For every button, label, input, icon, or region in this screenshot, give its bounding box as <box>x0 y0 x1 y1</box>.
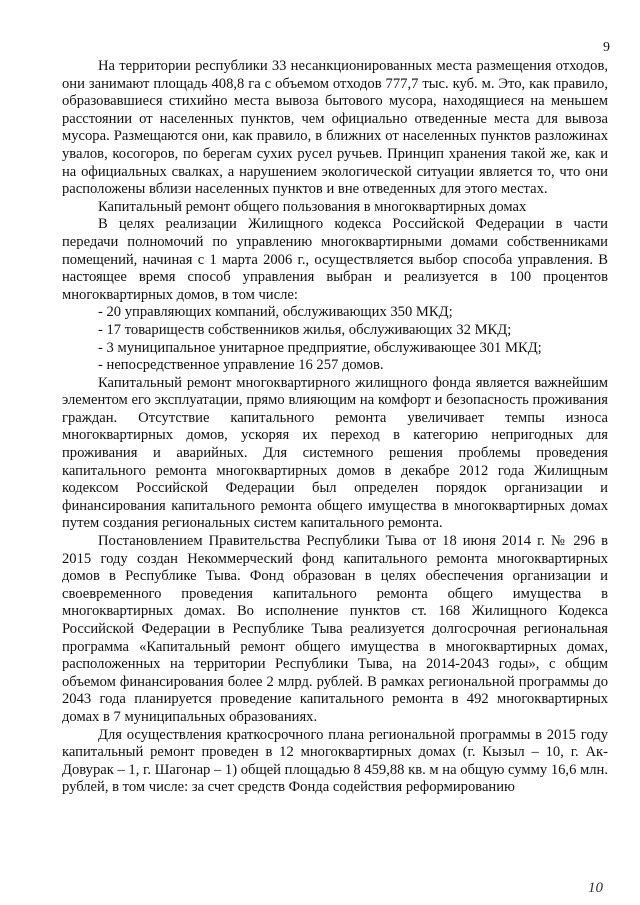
paragraph-unauthorized-dumps: На территории республики 33 несанкционированных места размещения отходов, они занимают площадь 408,8 га с объемом отходов 777,7 тыс. куб. м. Это, как правило, образовавшиеся стихийно места вывоза бытового мусора, находящиеся на меньшем расстоянии от населенных пунктов, чем официально отведенные места для вывоза мусора. Размещаются они, как правило, в ближних от населенных пунктов разложинах увалов, косогоров, по берегам сухих русел ручьев. Принцип хранения такой же, как и на официальных свалках, а нарушением экологической ситуации является то, что они расположены вблизи населенных пунктов и вне отведенных для этого местах. <box>62 58 608 198</box>
list-item: - 3 муниципальное унитарное предприятие, обслуживающее 301 МКД; <box>98 339 542 356</box>
list-item: - 17 товариществ собственников жилья, обслуживающих 32 МКД; <box>98 321 512 338</box>
list-item: - непосредственное управление 16 257 домов. <box>98 357 384 374</box>
document-body <box>62 58 608 797</box>
paragraph-short-term-plan: Для осуществления краткосрочного плана региональной программы в 2015 году капитальный ремонт проведен в 12 многоквартирных домах (г. Кызыл – 10, г. Ак-Довурак – 1, г. Шагонар – 1) общей площадью 8 459,88 кв. м на общую сумму 16,6 млн. рублей, в том числе: за счет средств Фонда содействия реформированию <box>62 726 608 796</box>
paragraph-fund: Постановлением Правительства Республики Тыва от 18 июня 2014 г. № 296 в 2015 году создан Некоммерческий фонд капитального ремонта многоквартирных домов в Республике Тыва. Фонд образован в целях обеспечения организации и своевременного проведения капитального ремонта общего имущества в многоквартирных домах. Во исполнение пунктов ст. 168 Жилищного Кодекса Российской Федерации в Республике Тыва реализуется долгосрочная региональная программа «Капитальный ремонт общего имущества в многоквартирных домах, расположенных на территории Республики Тыва, на 2014-2043 годы», с общим объемом финансирования более 2 млрд. рублей. В рамках региональной программы до 2043 года планируется проведение капитального ремонта в 492 многоквартирных домах в 7 муниципальных образованиях. <box>62 533 608 725</box>
management-list <box>62 304 608 374</box>
section-heading: Капитальный ремонт общего пользования в многоквартирных домах <box>98 198 527 215</box>
list-item: - 20 управляющих компаний, обслуживающих 350 МКД; <box>98 304 453 321</box>
handwritten-page-mark: 10 <box>588 880 603 896</box>
paragraph-intro: В целях реализации Жилищного кодекса Российской Федерации в части передачи полномочий по управлению многоквартирными домами собственниками помещений, начиная с 1 марта 2006 г., осуществляется выбор способа управления. В настоящее время способ управления выбран и реализуется в 100 процентов многоквартирных домов, в том числе: <box>62 216 608 303</box>
page-number: 9 <box>603 40 610 55</box>
paragraph-capital-repair: Капитальный ремонт многоквартирного жилищного фонда является важнейшим элементом его эксплуатации, прямо влияющим на комфорт и безопасность проживания граждан. Отсутствие капитального ремонта увеличивает темпы износа многоквартирных домов, ускоряя их переход в категорию непригодных для проживания и аварийных. Для системного решения проблемы проведения капитального ремонта многоквартирных домов в декабре 2012 года Жилищным кодексом Российской Федерации был определен порядок организации и финансирования капитального ремонта общего имущества в многоквартирных домах путем создания региональных систем капитального ремонта. <box>62 374 608 532</box>
